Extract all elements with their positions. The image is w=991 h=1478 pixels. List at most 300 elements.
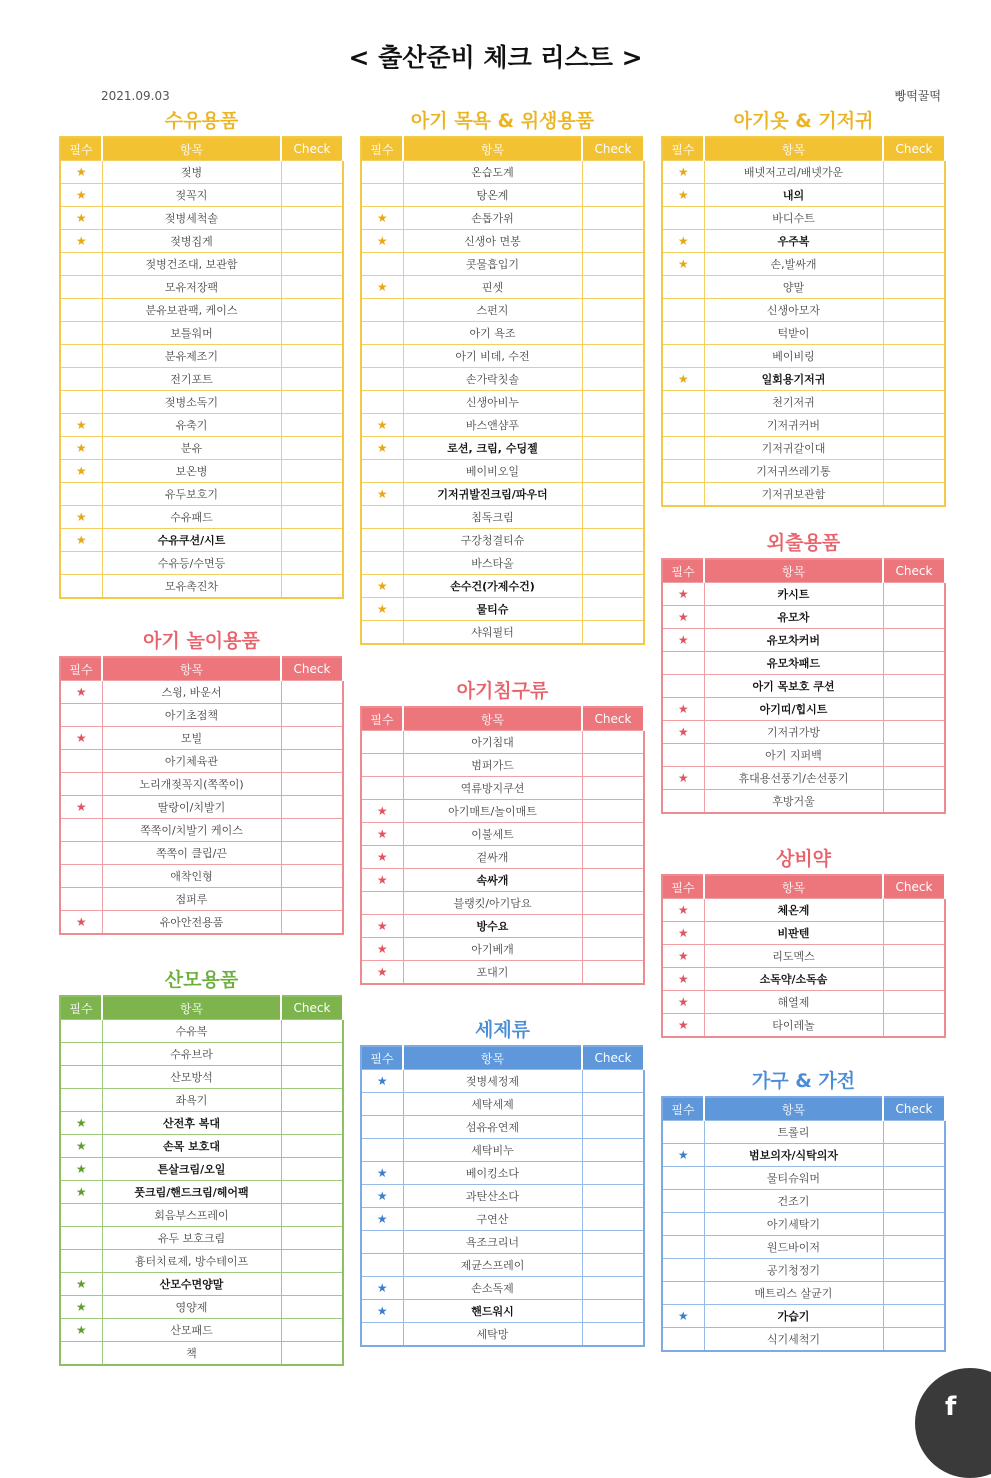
checklist-row <box>361 892 644 915</box>
check-cell[interactable] <box>883 230 945 253</box>
check-cell[interactable] <box>281 1158 343 1181</box>
check-cell[interactable] <box>281 299 343 322</box>
checklist-row <box>60 704 343 727</box>
checklist-row <box>662 675 945 698</box>
must-cell <box>60 253 102 276</box>
check-cell[interactable] <box>582 1139 644 1162</box>
item-cell: 손,발싸개 <box>704 253 883 276</box>
checklist-row <box>662 1328 945 1352</box>
must-cell <box>60 1319 102 1342</box>
must-cell <box>60 322 102 345</box>
must-cell <box>361 276 403 299</box>
header-item: 항목 <box>102 996 281 1020</box>
check-cell[interactable] <box>281 575 343 599</box>
item-cell: 노리개젖꼭지(쪽쪽이) <box>102 773 281 796</box>
check-cell[interactable] <box>582 1185 644 1208</box>
check-cell[interactable] <box>883 1144 945 1167</box>
check-cell[interactable] <box>281 207 343 230</box>
check-cell[interactable] <box>883 744 945 767</box>
check-cell[interactable] <box>582 299 644 322</box>
item-cell: 타이레놀 <box>704 1014 883 1038</box>
check-cell[interactable] <box>883 790 945 814</box>
star-icon: ★ <box>677 257 689 271</box>
check-cell[interactable] <box>281 819 343 842</box>
header-must: 필수 <box>60 996 102 1020</box>
header-check: Check <box>582 707 644 731</box>
check-cell[interactable] <box>582 846 644 869</box>
check-cell[interactable] <box>281 1066 343 1089</box>
check-cell[interactable] <box>582 506 644 529</box>
check-cell[interactable] <box>281 888 343 911</box>
check-cell[interactable] <box>281 1135 343 1158</box>
must-cell <box>662 1236 704 1259</box>
item-cell: 역류방지쿠션 <box>403 777 582 800</box>
check-cell[interactable] <box>582 1070 644 1093</box>
check-cell[interactable] <box>883 767 945 790</box>
header-must: 필수 <box>60 137 102 161</box>
item-cell: 수유브라 <box>102 1043 281 1066</box>
must-cell <box>361 161 403 184</box>
item-cell: 베이비오일 <box>403 460 582 483</box>
checklist-row <box>662 1144 945 1167</box>
check-cell[interactable] <box>281 865 343 888</box>
item-cell: 영양제 <box>102 1296 281 1319</box>
corner-badge[interactable] <box>915 1368 991 1478</box>
item-cell: 젖병소독기 <box>102 391 281 414</box>
must-cell <box>60 529 102 552</box>
item-cell: 아기초점책 <box>102 704 281 727</box>
must-cell <box>361 621 403 645</box>
check-cell[interactable] <box>582 961 644 985</box>
must-cell <box>662 1144 704 1167</box>
item-cell: 산모패드 <box>102 1319 281 1342</box>
item-cell: 아기띠/힙시트 <box>704 698 883 721</box>
check-cell[interactable] <box>582 823 644 846</box>
item-cell: 아기세탁기 <box>704 1213 883 1236</box>
must-cell <box>60 414 102 437</box>
check-cell[interactable] <box>883 629 945 652</box>
check-cell[interactable] <box>281 911 343 935</box>
check-cell[interactable] <box>883 1282 945 1305</box>
must-cell <box>60 345 102 368</box>
must-cell <box>361 1093 403 1116</box>
star-icon: ★ <box>376 418 388 432</box>
check-cell[interactable] <box>281 1204 343 1227</box>
checklist-row <box>361 276 644 299</box>
section-bedding <box>360 679 645 985</box>
item-cell: 손목 보호대 <box>102 1135 281 1158</box>
check-cell[interactable] <box>883 1190 945 1213</box>
item-cell: 아기매트/놀이매트 <box>403 800 582 823</box>
section-title: 수유용품 <box>164 110 239 132</box>
check-cell[interactable] <box>883 207 945 230</box>
check-cell[interactable] <box>582 1300 644 1323</box>
checklist-table <box>59 995 344 1366</box>
must-cell <box>361 437 403 460</box>
item-cell: 아기 목보호 쿠션 <box>704 675 883 698</box>
item-cell: 기저귀갈이대 <box>704 437 883 460</box>
check-cell[interactable] <box>883 968 945 991</box>
check-cell[interactable] <box>582 437 644 460</box>
check-cell[interactable] <box>883 922 945 945</box>
check-cell[interactable] <box>281 345 343 368</box>
header-item: 항목 <box>704 137 883 161</box>
check-cell[interactable] <box>281 184 343 207</box>
checklist-row <box>662 368 945 391</box>
item-cell: 매트리스 살균기 <box>704 1282 883 1305</box>
must-cell <box>662 922 704 945</box>
checklist-row <box>60 207 343 230</box>
item-cell: 원드바이저 <box>704 1236 883 1259</box>
checklist-row <box>60 1204 343 1227</box>
check-cell[interactable] <box>582 1208 644 1231</box>
star-icon: ★ <box>75 533 87 547</box>
star-icon: ★ <box>677 903 689 917</box>
check-cell[interactable] <box>883 991 945 1014</box>
check-cell[interactable] <box>281 1089 343 1112</box>
item-cell: 수유패드 <box>102 506 281 529</box>
must-cell <box>662 675 704 698</box>
check-cell[interactable] <box>582 1162 644 1185</box>
must-cell <box>361 299 403 322</box>
must-cell <box>361 322 403 345</box>
check-cell[interactable] <box>883 391 945 414</box>
check-cell[interactable] <box>582 892 644 915</box>
star-icon: ★ <box>376 1189 388 1203</box>
checklist-row <box>662 230 945 253</box>
check-cell[interactable] <box>883 345 945 368</box>
check-cell[interactable] <box>281 322 343 345</box>
check-cell[interactable] <box>883 299 945 322</box>
check-cell[interactable] <box>281 1342 343 1366</box>
check-cell[interactable] <box>883 276 945 299</box>
star-icon: ★ <box>677 972 689 986</box>
checklist-row <box>60 1066 343 1089</box>
checklist-row <box>361 184 644 207</box>
item-cell: 산모수면양말 <box>102 1273 281 1296</box>
check-cell[interactable] <box>281 253 343 276</box>
checklist-row <box>361 437 644 460</box>
check-cell[interactable] <box>582 938 644 961</box>
check-cell[interactable] <box>281 1181 343 1204</box>
section-bath <box>360 109 645 645</box>
item-cell: 온습도계 <box>403 161 582 184</box>
must-cell <box>60 207 102 230</box>
check-cell[interactable] <box>883 606 945 629</box>
check-cell[interactable] <box>582 552 644 575</box>
checklist-row <box>662 1190 945 1213</box>
item-cell: 베이킹소다 <box>403 1162 582 1185</box>
check-cell[interactable] <box>582 754 644 777</box>
header-item: 항목 <box>102 657 281 681</box>
check-cell[interactable] <box>281 773 343 796</box>
must-cell <box>361 1277 403 1300</box>
check-cell[interactable] <box>883 698 945 721</box>
must-cell <box>361 207 403 230</box>
header-check: Check <box>582 137 644 161</box>
checklist-row <box>662 1121 945 1144</box>
checklist-row <box>60 1112 343 1135</box>
check-cell[interactable] <box>582 207 644 230</box>
section-mother <box>59 968 344 1366</box>
section-title: 외출용품 <box>766 532 841 554</box>
item-cell: 세탁망 <box>403 1323 582 1347</box>
check-cell[interactable] <box>883 253 945 276</box>
check-cell[interactable] <box>582 345 644 368</box>
check-cell[interactable] <box>281 1296 343 1319</box>
item-cell: 좌욕기 <box>102 1089 281 1112</box>
item-cell: 젖병건조대, 보관함 <box>102 253 281 276</box>
checklist-row <box>361 322 644 345</box>
check-cell[interactable] <box>281 506 343 529</box>
check-cell[interactable] <box>281 704 343 727</box>
star-icon: ★ <box>677 949 689 963</box>
check-cell[interactable] <box>883 1213 945 1236</box>
header-check: Check <box>883 875 945 899</box>
header-item: 항목 <box>102 137 281 161</box>
checklist-row <box>662 437 945 460</box>
check-cell[interactable] <box>883 1167 945 1190</box>
check-cell[interactable] <box>582 800 644 823</box>
check-cell[interactable] <box>582 1231 644 1254</box>
must-cell <box>662 437 704 460</box>
check-cell[interactable] <box>281 1112 343 1135</box>
checklist-row <box>361 1277 644 1300</box>
check-cell[interactable] <box>883 652 945 675</box>
check-cell[interactable] <box>582 1254 644 1277</box>
star-icon: ★ <box>677 1148 689 1162</box>
star-icon: ★ <box>75 1277 87 1291</box>
check-cell[interactable] <box>281 727 343 750</box>
item-cell: 기저귀발진크림/파우더 <box>403 483 582 506</box>
must-cell <box>361 938 403 961</box>
check-cell[interactable] <box>281 750 343 773</box>
item-cell: 세탁비누 <box>403 1139 582 1162</box>
must-cell <box>60 1227 102 1250</box>
item-cell: 양말 <box>704 276 883 299</box>
must-cell <box>361 414 403 437</box>
must-cell <box>60 888 102 911</box>
check-cell[interactable] <box>281 1319 343 1342</box>
check-cell[interactable] <box>281 1227 343 1250</box>
checklist-row <box>662 767 945 790</box>
check-cell[interactable] <box>281 161 343 184</box>
check-cell[interactable] <box>883 1305 945 1328</box>
header-item: 항목 <box>704 559 883 583</box>
check-cell[interactable] <box>883 368 945 391</box>
item-cell: 해열제 <box>704 991 883 1014</box>
check-cell[interactable] <box>582 529 644 552</box>
item-cell: 산모방석 <box>102 1066 281 1089</box>
checklist-row <box>60 414 343 437</box>
check-cell[interactable] <box>582 598 644 621</box>
header-check: Check <box>883 559 945 583</box>
checklist-row <box>662 460 945 483</box>
check-cell[interactable] <box>883 1014 945 1038</box>
check-cell[interactable] <box>281 1020 343 1043</box>
check-cell[interactable] <box>582 414 644 437</box>
checklist-row <box>60 391 343 414</box>
star-icon: ★ <box>75 188 87 202</box>
check-cell[interactable] <box>883 483 945 507</box>
check-cell[interactable] <box>582 1093 644 1116</box>
star-icon: ★ <box>677 725 689 739</box>
check-cell[interactable] <box>883 583 945 606</box>
check-cell[interactable] <box>582 1323 644 1347</box>
check-cell[interactable] <box>883 1121 945 1144</box>
checklist-table <box>59 656 344 935</box>
must-cell <box>60 1089 102 1112</box>
check-cell[interactable] <box>582 869 644 892</box>
check-cell[interactable] <box>883 1236 945 1259</box>
checklist-row <box>662 1213 945 1236</box>
checklist-row <box>662 1282 945 1305</box>
must-cell <box>60 911 102 935</box>
check-cell[interactable] <box>582 184 644 207</box>
checklist-row <box>361 506 644 529</box>
checklist-row <box>662 161 945 184</box>
checklist-row <box>361 1323 644 1347</box>
item-cell: 바디수트 <box>704 207 883 230</box>
item-cell: 유모차 <box>704 606 883 629</box>
check-cell[interactable] <box>281 368 343 391</box>
check-cell[interactable] <box>281 437 343 460</box>
check-cell[interactable] <box>582 368 644 391</box>
section-title: 상비약 <box>775 848 832 870</box>
item-cell: 유축기 <box>102 414 281 437</box>
star-icon: ★ <box>376 873 388 887</box>
item-cell: 블랭킷/아기담요 <box>403 892 582 915</box>
check-cell[interactable] <box>883 721 945 744</box>
must-cell <box>361 1300 403 1323</box>
check-cell[interactable] <box>281 1043 343 1066</box>
check-cell[interactable] <box>883 675 945 698</box>
check-cell[interactable] <box>883 184 945 207</box>
check-cell[interactable] <box>582 253 644 276</box>
checklist-row <box>361 552 644 575</box>
item-cell: 배넷저고리/배넷가운 <box>704 161 883 184</box>
check-cell[interactable] <box>883 945 945 968</box>
checklist-row <box>60 1020 343 1043</box>
must-cell <box>60 819 102 842</box>
item-cell: 아기 욕조 <box>403 322 582 345</box>
must-cell <box>60 161 102 184</box>
item-cell: 베이비링 <box>704 345 883 368</box>
must-cell <box>60 230 102 253</box>
check-cell[interactable] <box>582 483 644 506</box>
star-icon: ★ <box>75 464 87 478</box>
check-cell[interactable] <box>582 1277 644 1300</box>
check-cell[interactable] <box>582 915 644 938</box>
checklist-row <box>60 1181 343 1204</box>
check-cell[interactable] <box>582 575 644 598</box>
check-cell[interactable] <box>582 322 644 345</box>
checklist-row <box>60 161 343 184</box>
must-cell <box>662 391 704 414</box>
must-cell <box>662 652 704 675</box>
must-cell <box>60 1181 102 1204</box>
must-cell <box>361 483 403 506</box>
item-cell: 리도멕스 <box>704 945 883 968</box>
must-cell <box>662 460 704 483</box>
check-cell[interactable] <box>883 460 945 483</box>
checklist-row <box>60 727 343 750</box>
check-cell[interactable] <box>883 899 945 922</box>
checklist-row <box>361 460 644 483</box>
must-cell <box>361 846 403 869</box>
item-cell: 겉싸개 <box>403 846 582 869</box>
must-cell <box>361 230 403 253</box>
check-cell[interactable] <box>281 483 343 506</box>
checklist-row <box>60 1250 343 1273</box>
check-cell[interactable] <box>582 777 644 800</box>
star-icon: ★ <box>75 685 87 699</box>
check-cell[interactable] <box>883 1259 945 1282</box>
check-cell[interactable] <box>883 414 945 437</box>
check-cell[interactable] <box>582 1116 644 1139</box>
checklist-row <box>361 938 644 961</box>
star-icon: ★ <box>376 1212 388 1226</box>
check-cell[interactable] <box>582 391 644 414</box>
check-cell[interactable] <box>281 1250 343 1273</box>
star-icon: ★ <box>677 771 689 785</box>
check-cell[interactable] <box>281 1273 343 1296</box>
must-cell <box>60 460 102 483</box>
check-cell[interactable] <box>281 552 343 575</box>
star-icon: ★ <box>677 188 689 202</box>
check-cell[interactable] <box>582 621 644 645</box>
check-cell[interactable] <box>281 276 343 299</box>
checklist-table <box>360 136 645 645</box>
must-cell <box>662 1014 704 1038</box>
header-must: 필수 <box>662 559 704 583</box>
must-cell <box>361 1323 403 1347</box>
check-cell[interactable] <box>281 529 343 552</box>
checklist-row <box>361 414 644 437</box>
item-cell: 기저귀보관함 <box>704 483 883 507</box>
must-cell <box>361 345 403 368</box>
check-cell[interactable] <box>281 460 343 483</box>
check-cell[interactable] <box>582 230 644 253</box>
check-cell[interactable] <box>582 161 644 184</box>
item-cell: 범퍼가드 <box>403 754 582 777</box>
check-cell[interactable] <box>281 842 343 865</box>
check-cell[interactable] <box>883 1328 945 1352</box>
check-cell[interactable] <box>582 731 644 754</box>
check-cell[interactable] <box>281 796 343 819</box>
star-icon: ★ <box>75 1300 87 1314</box>
must-cell <box>60 727 102 750</box>
check-cell[interactable] <box>582 276 644 299</box>
check-cell[interactable] <box>883 161 945 184</box>
check-cell[interactable] <box>281 681 343 704</box>
must-cell <box>662 606 704 629</box>
check-cell[interactable] <box>281 391 343 414</box>
checklist-row <box>662 991 945 1014</box>
check-cell[interactable] <box>281 414 343 437</box>
check-cell[interactable] <box>883 437 945 460</box>
item-cell: 손수건(가제수건) <box>403 575 582 598</box>
must-cell <box>361 1116 403 1139</box>
check-cell[interactable] <box>883 322 945 345</box>
item-cell: 손톱가위 <box>403 207 582 230</box>
must-cell <box>361 575 403 598</box>
checklist-row <box>662 790 945 814</box>
check-cell[interactable] <box>582 460 644 483</box>
star-icon: ★ <box>376 850 388 864</box>
section-outing <box>661 531 946 814</box>
check-cell[interactable] <box>281 230 343 253</box>
